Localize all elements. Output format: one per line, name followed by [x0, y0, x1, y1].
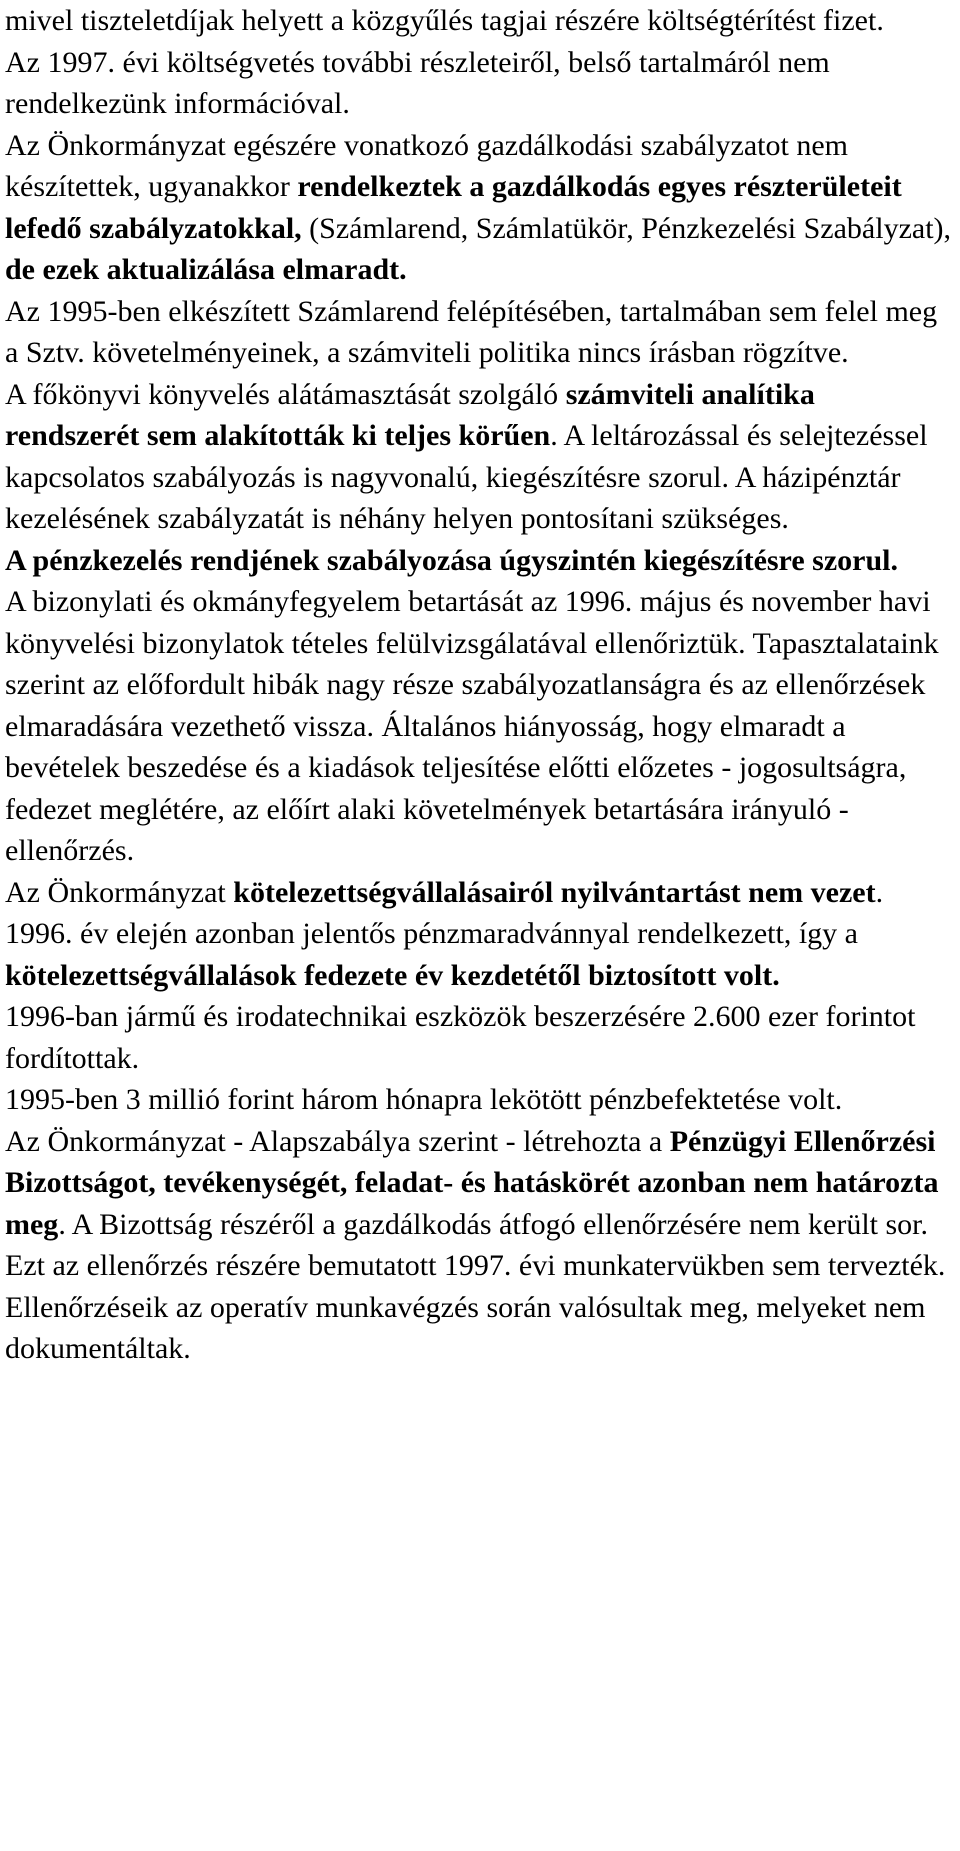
document-body: [5, 0, 959, 1370]
text-segment: Az Önkormányzat: [5, 875, 234, 909]
paragraph: [5, 1121, 952, 1287]
text-segment: . A Bizottság részéről a gazdálkodás átfogó ellenőrzésére nem került sor. Ezt az ellenőrzés részére bemutatott 1997. évi munkatervükben sem tervezték.: [5, 1207, 946, 1282]
bold-text-segment: de ezek aktualizálása elmaradt.: [5, 253, 407, 286]
text-segment: A bizonylati és okmányfegyelem betartását az 1996. május és november havi könyvelési bizonylatok tételes felülvizsgálatával ellenőriztük. Tapasztalataink szerint az előfordult hibák nagy része szabályozatlanságra és az ellenőrzések elmaradására vezethető vissza. Általános hiányosság, hogy elmaradt a bevételek beszedése és a kiadások teljesítése előtti előzetes - jogosultságra, fedezet meglétére, az előírt alaki követelmények betartására irányuló - ellenőrzés.: [5, 585, 947, 867]
paragraph: [5, 996, 952, 1079]
bold-text-segment: rendelkeztek a gazdálkodás egyes részterületeit lefedő szabályzatokkal,: [5, 170, 910, 245]
text-segment: Ellenőrzéseik az operatív munkavégzés során valósultak meg, melyeket nem dokumentáltak.: [5, 1290, 933, 1365]
text-segment: 1996-ban jármű és irodatechnikai eszközök beszerzésére 2.600 ezer forintot fordítottak.: [5, 1000, 923, 1075]
text-segment: . 1996. év elején azonban jelentős pénzmaradvánnyal rendelkezett, így a: [5, 875, 891, 950]
text-segment: . A leltározással és selejtezéssel kapcsolatos szabályozás is nagyvonalú, kiegészítésre szorul. A házipénztár kezelésének szabályzatát is néhány helyen pontosítani szükséges.: [5, 419, 936, 535]
text-segment: 1995-ben 3 millió forint három hónapra lekötött pénzbefektetése volt.: [5, 1083, 843, 1116]
text-segment: A főkönyvi könyvelés alátámasztását szolgáló: [5, 377, 566, 411]
paragraph: [5, 872, 952, 997]
text-segment: Az Önkormányzat egészére vonatkozó gazdálkodási szabályzatot nem készítettek, ugyanakkor: [5, 128, 856, 203]
text-segment: Az Önkormányzat - Alapszabálya szerint - létrehozta a: [5, 1124, 670, 1158]
paragraph: [5, 42, 952, 125]
text-segment: (Számlarend, Számlatükör, Pénzkezelési Szabályzat),: [301, 211, 959, 245]
text-segment: Az 1995-ben elkészített Számlarend felépítésében, tartalmában sem felel meg a Sztv. követelményeinek, a számviteli politika nincs írásban rögzítve.: [5, 294, 945, 369]
text-segment: mivel tiszteletdíjak helyett a közgyűlés tagjai részére költségtérítést fizet.: [5, 4, 884, 37]
paragraph: [5, 581, 952, 872]
paragraph: [5, 540, 952, 582]
bold-text-segment: számviteli analítika rendszerét sem alakították ki teljes körűen: [5, 377, 823, 452]
paragraph: [5, 0, 952, 42]
bold-text-segment: kötelezettségvállalások fedezete év kezdetétől biztosított volt.: [5, 958, 780, 992]
bold-text-segment: Pénzügyi Ellenőrzési Bizottságot, tevékenységét, feladat- és hatáskörét azonban nem határozta meg: [5, 1124, 946, 1241]
bold-text-segment: A pénzkezelés rendjének szabályozása úgyszintén kiegészítésre szorul.: [5, 543, 898, 577]
bold-text-segment: kötelezettségvállalásairól nyilvántartást nem vezet: [233, 875, 876, 909]
paragraph: [5, 374, 952, 540]
paragraph: [5, 1287, 952, 1370]
text-segment: Az 1997. évi költségvetés további részleteiről, belső tartalmáról nem rendelkezünk információval.: [5, 45, 838, 120]
paragraph: [5, 1079, 952, 1121]
paragraph: [5, 125, 959, 291]
paragraph: [5, 291, 952, 374]
